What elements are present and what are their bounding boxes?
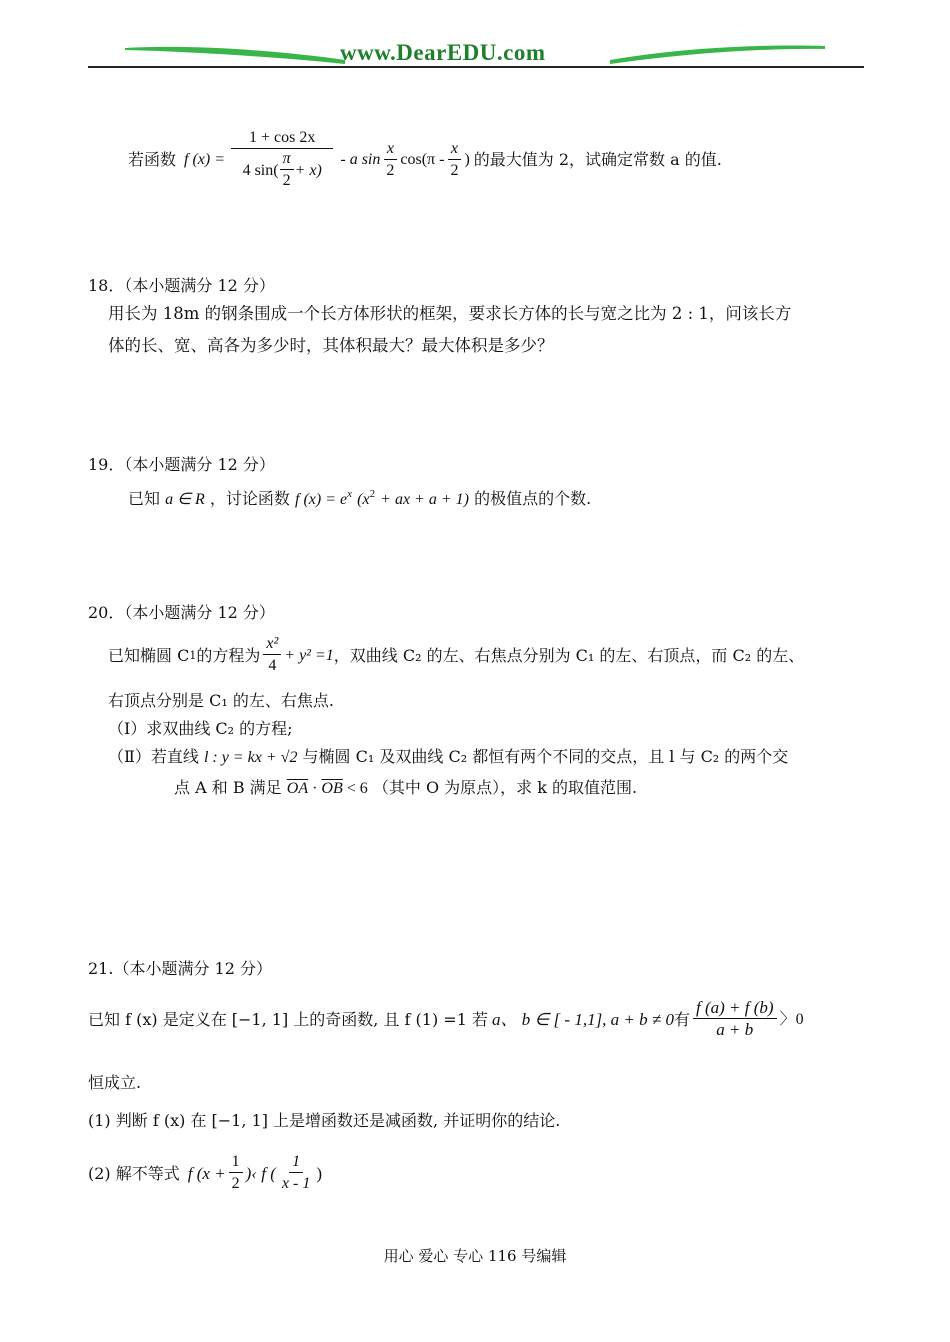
q19-mid: ，讨论函数 [209, 489, 290, 508]
q20-l1-mid: 的方程为 [196, 645, 261, 665]
q21-recip-den: x - 1 [281, 1175, 311, 1192]
q20-frac-num: x² [263, 634, 281, 655]
q20-dot: · [308, 780, 322, 797]
q17-intro: 若函数 [128, 150, 177, 169]
q20-p3-tail: （其中 O 为原点），求 k 的取值范围. [372, 778, 638, 797]
q20-frac-den: 4 [268, 657, 277, 674]
q19-fx: f (x) = e [295, 491, 348, 508]
q19-statement [128, 483, 591, 511]
q19-pre: 已知 [128, 489, 161, 508]
q17-cos-pi: cos(π - [400, 151, 445, 168]
q19-sup-x: x [347, 488, 353, 500]
q21-half-num: 1 [229, 1152, 243, 1173]
q17-pi: π [280, 149, 294, 170]
q17-den-part-a: 4 sin( [242, 161, 279, 179]
q20-l1-sub1: 1 [189, 648, 197, 662]
q17-fx: f (x) = [184, 151, 226, 168]
q18-line-1: 用长为 18m 的钢条围成一个长方体形状的框架，要求长方体的长与宽之比为 2 : 1，问该长方 [108, 304, 792, 323]
q21-recip-num: 1 [289, 1152, 303, 1173]
q18-heading: 18．（本小题满分 12 分） [88, 276, 275, 295]
q20-vec-oa: $\overline{OA}$ [286, 780, 309, 797]
q21-recip [279, 1152, 313, 1195]
q21-line-1 [88, 998, 804, 1041]
q17-frac-numerator: 1 + cos 2x [231, 128, 333, 149]
q20-l1-tail: ，双曲线 C₂ 的左、右焦点分别为 C₁ 的左、右顶点，而 C₂ 的左、 [333, 645, 805, 665]
q21-frac-num: f (a) + f (b) [693, 998, 777, 1019]
q21-p2-lt: )‹ f ( [245, 1163, 276, 1183]
q17-x2-den: 2 [450, 161, 459, 179]
q17-statement [128, 128, 722, 192]
q20-part-2-cont [174, 777, 637, 800]
q20-p3-pre: 点 A 和 B 满足 [174, 778, 282, 797]
q21-line-2: 恒成立. [88, 1073, 142, 1092]
q20-ellipse-frac [263, 634, 281, 677]
q19-heading: 19．（本小题满分 12 分） [88, 455, 275, 474]
q21-l1-you: 有 [674, 1009, 691, 1029]
q20-heading: 20．（本小题满分 12 分） [88, 603, 275, 622]
page-footer: 用心 爱心 专心 116 号编辑 [383, 1247, 567, 1265]
q17-pi-over-2 [280, 149, 294, 192]
q17-minus-a-sin: - a sin [340, 151, 381, 168]
q17-x-over-2 [383, 139, 397, 182]
q17-close: ) [464, 151, 470, 168]
q17-x-den: 2 [386, 161, 395, 179]
q21-l1-pre: 已知 f (x) 是定义在 [−1, 1] 上的奇函数, 且 f (1) =1 若 [88, 1009, 488, 1029]
q20-line-2: 右顶点分别是 C₁ 的左、右焦点. [108, 691, 334, 710]
q21-gt0: 〉0 [779, 1010, 804, 1028]
q19-tail: 的极值点的个数. [474, 489, 592, 508]
site-logo-text: www.DearEDU.com [340, 40, 546, 65]
q21-frac-den: a + b [716, 1020, 754, 1039]
q21-l1-ab: a、 b ∈ [ - 1,1], a + b ≠ 0 [491, 1009, 674, 1029]
q21-p2-f1: f (x + [187, 1163, 226, 1183]
q17-x2-over-2 [447, 139, 461, 182]
q21-part-2 [88, 1152, 322, 1195]
q17-x-num: x [384, 139, 397, 160]
q17-den-part-b: + x) [294, 161, 322, 179]
q20-part-2 [108, 746, 788, 769]
q21-half-den: 2 [231, 1175, 240, 1192]
q17-frac-denominator [240, 149, 325, 192]
q20-lt6: < 6 [342, 780, 368, 797]
header-rule [88, 66, 864, 68]
q17-pi-den: 2 [282, 172, 291, 189]
q20-vec-ob: $\overline{OB}$ [321, 780, 343, 797]
q18-line-2: 体的长、宽、高各为多少时，其体积最大？最大体积是多少？ [108, 336, 554, 355]
q20-p2-pre: （Ⅱ）若直线 [108, 747, 199, 766]
q21-half [229, 1152, 243, 1195]
q19-rest: + ax + a + 1) [380, 491, 469, 508]
q20-plus-y2: + y² =1 [284, 646, 334, 664]
q17-fraction-main [231, 128, 333, 192]
q20-line-1 [108, 634, 804, 677]
q19-cond: a ∈ R [165, 491, 205, 508]
q17-tail: 的最大值为 2，试确定常数 a 的值. [473, 150, 722, 169]
q21-frac [693, 998, 777, 1041]
q20-l1-pre: 已知椭圆 C [108, 645, 190, 665]
q20-p2-tail: 与椭圆 C₁ 及双曲线 C₂ 都恒有两个不同的交点，且 l 与 C₂ 的两个交 [302, 747, 789, 766]
q20-p2-line: l : y = kx + √2 [203, 749, 298, 766]
q19-paren: (x [357, 491, 370, 508]
q19-sup-2: 2 [369, 488, 376, 500]
q21-p2-pre: (2) 解不等式 [88, 1163, 180, 1183]
q21-heading: 21.（本小题满分 12 分） [88, 959, 272, 978]
q20-part-1: （Ⅰ）求双曲线 C₂ 的方程; [108, 719, 293, 738]
q17-x2-num: x [448, 139, 461, 160]
q21-p2-close: ) [316, 1163, 322, 1183]
q21-part-1: (1) 判断 f (x) 在 [−1, 1] 上是增函数还是减函数, 并证明你的结论. [88, 1111, 561, 1130]
